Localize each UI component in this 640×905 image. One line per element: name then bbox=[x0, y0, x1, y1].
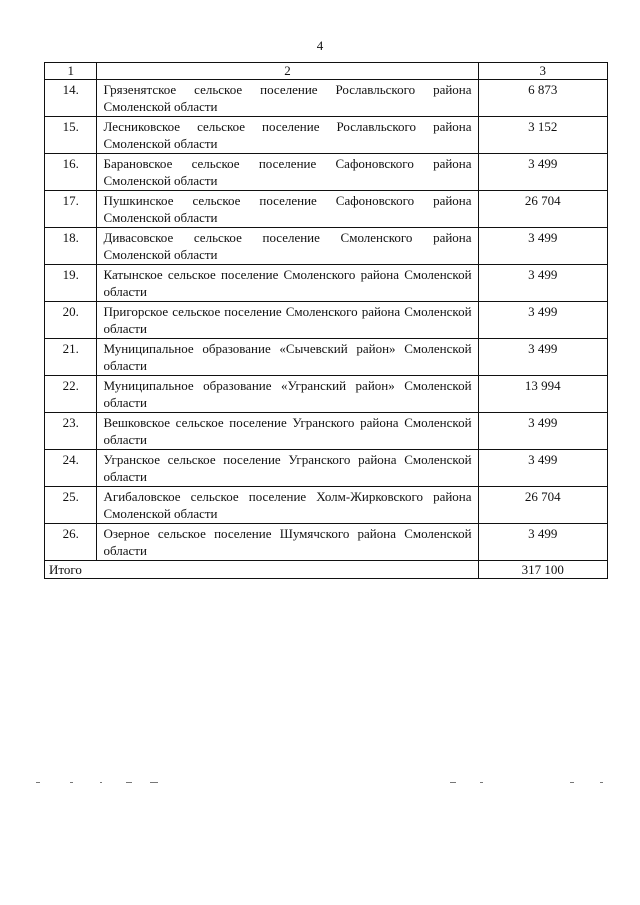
row-number: 26. bbox=[45, 524, 97, 561]
settlement-name: Дивасовское сельское поселение Смоленского района Смоленской области bbox=[97, 228, 478, 265]
table-row bbox=[45, 80, 608, 117]
table-body bbox=[45, 63, 608, 579]
row-number: 20. bbox=[45, 302, 97, 339]
table-row bbox=[45, 413, 608, 450]
settlement-name: Вешковское сельское поселение Угранского района Смоленской области bbox=[97, 413, 478, 450]
table-row bbox=[45, 450, 608, 487]
settlement-name: Муниципальное образование «Сычевский район» Смоленской области bbox=[97, 339, 478, 376]
table-header-row bbox=[45, 63, 608, 80]
amount-value: 3 152 bbox=[478, 117, 607, 154]
amount-value: 3 499 bbox=[478, 413, 607, 450]
table-row bbox=[45, 487, 608, 524]
scan-speck bbox=[100, 782, 102, 783]
scan-speck bbox=[450, 782, 456, 783]
table-row bbox=[45, 154, 608, 191]
amount-value: 3 499 bbox=[478, 339, 607, 376]
total-amount: 317 100 bbox=[478, 561, 607, 579]
amount-value: 3 499 bbox=[478, 450, 607, 487]
settlement-name: Грязенятское сельское поселение Рославльского района Смоленской области bbox=[97, 80, 478, 117]
total-label: Итого bbox=[45, 561, 479, 579]
table-row bbox=[45, 191, 608, 228]
amount-value: 3 499 bbox=[478, 154, 607, 191]
settlement-name: Катынское сельское поселение Смоленского района Смоленской области bbox=[97, 265, 478, 302]
settlement-name: Пригорское сельское поселение Смоленского района Смоленской области bbox=[97, 302, 478, 339]
scan-speck bbox=[480, 782, 483, 783]
row-number: 14. bbox=[45, 80, 97, 117]
settlement-name: Озерное сельское поселение Шумячского района Смоленской области bbox=[97, 524, 478, 561]
settlement-name: Угранское сельское поселение Угранского района Смоленской области bbox=[97, 450, 478, 487]
settlement-name: Барановское сельское поселение Сафоновского района Смоленской области bbox=[97, 154, 478, 191]
total-row bbox=[45, 561, 608, 579]
amount-value: 3 499 bbox=[478, 265, 607, 302]
table-row bbox=[45, 524, 608, 561]
row-number: 17. bbox=[45, 191, 97, 228]
amount-value: 26 704 bbox=[478, 487, 607, 524]
page-number: 4 bbox=[316, 38, 324, 53]
scan-speck bbox=[150, 782, 158, 783]
table-row bbox=[45, 265, 608, 302]
amount-value: 26 704 bbox=[478, 191, 607, 228]
header-col-3: 3 bbox=[478, 63, 607, 80]
amount-value: 3 499 bbox=[478, 524, 607, 561]
scan-speck bbox=[600, 782, 603, 783]
amount-value: 6 873 bbox=[478, 80, 607, 117]
amount-value: 3 499 bbox=[478, 228, 607, 265]
row-number: 18. bbox=[45, 228, 97, 265]
table-row bbox=[45, 302, 608, 339]
table-row bbox=[45, 376, 608, 413]
row-number: 22. bbox=[45, 376, 97, 413]
scan-speck bbox=[70, 782, 73, 783]
row-number: 16. bbox=[45, 154, 97, 191]
row-number: 25. bbox=[45, 487, 97, 524]
row-number: 19. bbox=[45, 265, 97, 302]
scan-artifacts bbox=[30, 782, 610, 788]
table-row bbox=[45, 339, 608, 376]
table-row bbox=[45, 117, 608, 154]
scan-speck bbox=[570, 782, 574, 783]
settlement-name: Пушкинское сельское поселение Сафоновского района Смоленской области bbox=[97, 191, 478, 228]
row-number: 24. bbox=[45, 450, 97, 487]
amount-value: 13 994 bbox=[478, 376, 607, 413]
row-number: 23. bbox=[45, 413, 97, 450]
settlement-name: Агибаловское сельское поселение Холм-Жирковского района Смоленской области bbox=[97, 487, 478, 524]
amount-value: 3 499 bbox=[478, 302, 607, 339]
scan-speck bbox=[126, 782, 132, 783]
scan-speck bbox=[36, 782, 40, 783]
header-col-1: 1 bbox=[45, 63, 97, 80]
table-row bbox=[45, 228, 608, 265]
row-number: 15. bbox=[45, 117, 97, 154]
allocation-table bbox=[44, 62, 608, 579]
header-col-2: 2 bbox=[97, 63, 478, 80]
settlement-name: Лесниковское сельское поселение Рославльского района Смоленской области bbox=[97, 117, 478, 154]
row-number: 21. bbox=[45, 339, 97, 376]
settlement-name: Муниципальное образование «Угранский район» Смоленской области bbox=[97, 376, 478, 413]
